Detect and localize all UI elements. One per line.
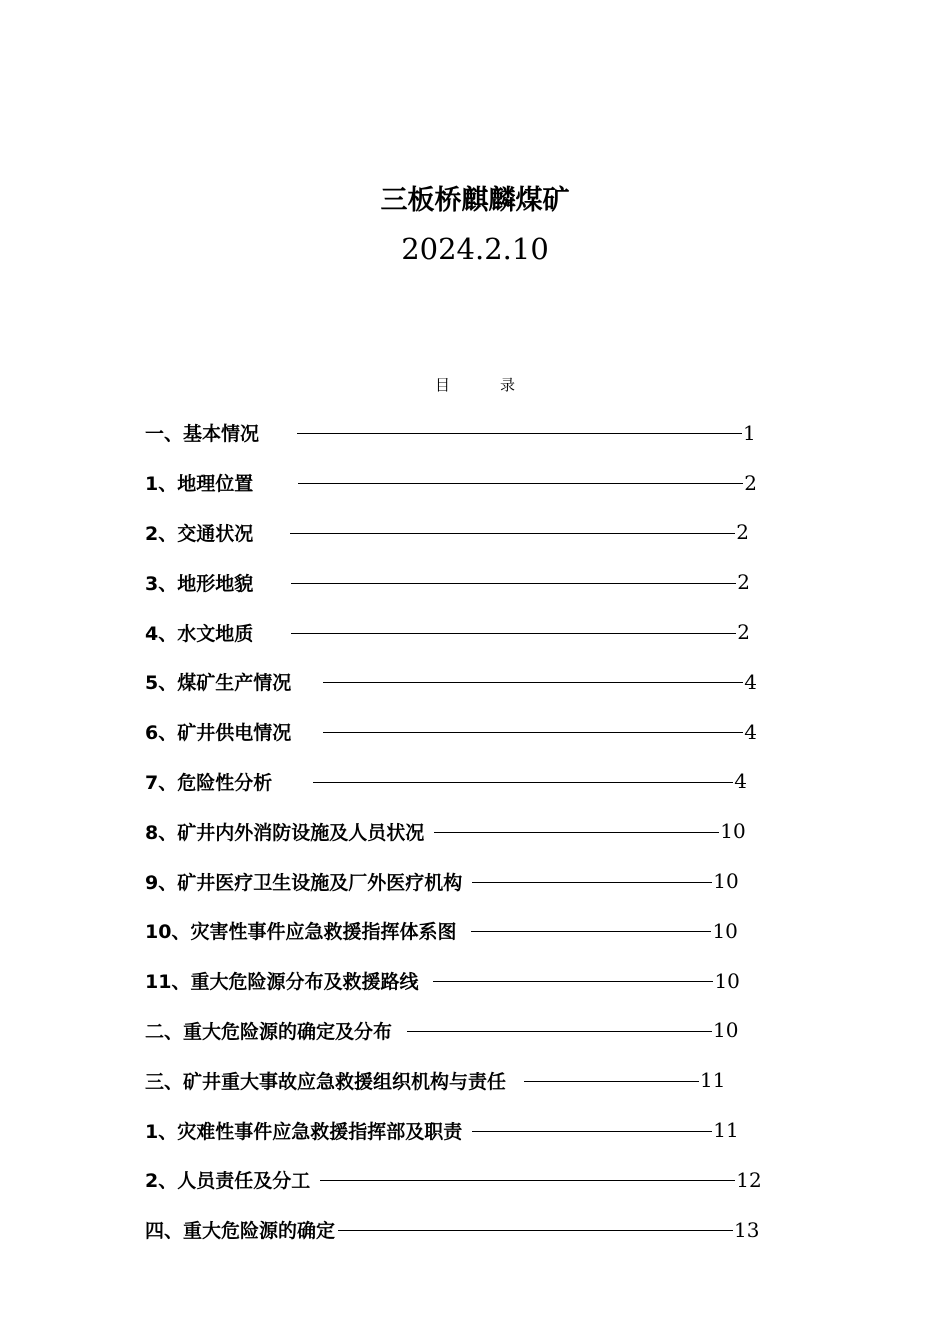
toc-entry-label: 7、危险性分析 bbox=[145, 771, 273, 794]
toc-entry-label: 四、重大危险源的确定 bbox=[145, 1220, 336, 1243]
toc-entry-page: 1 bbox=[743, 420, 756, 445]
toc-entry[interactable] bbox=[145, 806, 805, 856]
toc-entry[interactable] bbox=[145, 1155, 805, 1205]
toc-heading-left: 目 bbox=[434, 376, 450, 394]
toc-entry-label: 1、灾难性事件应急救援指挥部及职责 bbox=[145, 1120, 463, 1143]
toc-entry[interactable] bbox=[145, 508, 805, 558]
toc-leader bbox=[291, 583, 736, 584]
toc-heading-right: 录 bbox=[500, 376, 516, 394]
toc-entry-page: 10 bbox=[720, 819, 746, 844]
toc-leader bbox=[291, 633, 736, 634]
toc-leader bbox=[472, 882, 712, 883]
toc-entry[interactable] bbox=[145, 956, 805, 1006]
table-of-contents bbox=[145, 408, 805, 1255]
toc-entry-page: 11 bbox=[700, 1068, 726, 1093]
toc-entry-label: 2、交通状况 bbox=[145, 522, 254, 545]
toc-entry-page: 10 bbox=[713, 1018, 739, 1043]
toc-entry-page: 2 bbox=[736, 520, 749, 545]
toc-entry[interactable] bbox=[145, 707, 805, 757]
toc-entry-page: 2 bbox=[744, 470, 757, 495]
toc-heading bbox=[0, 374, 950, 396]
toc-leader bbox=[320, 1180, 735, 1181]
toc-leader bbox=[297, 433, 742, 434]
toc-entry-page: 2 bbox=[737, 570, 750, 595]
toc-leader bbox=[471, 931, 711, 932]
toc-entry[interactable] bbox=[145, 906, 805, 956]
toc-leader bbox=[434, 832, 719, 833]
toc-entry-label: 3、地形地貌 bbox=[145, 572, 254, 595]
toc-entry-label: 三、矿井重大事故应急救援组织机构与责任 bbox=[145, 1070, 507, 1093]
toc-leader bbox=[338, 1230, 733, 1231]
toc-entry-page: 10 bbox=[713, 869, 739, 894]
toc-entry[interactable] bbox=[145, 856, 805, 906]
toc-entry-page: 13 bbox=[734, 1217, 760, 1242]
toc-entry-label: 4、水文地质 bbox=[145, 622, 254, 645]
toc-entry[interactable] bbox=[145, 1055, 805, 1105]
toc-entry[interactable] bbox=[145, 1205, 805, 1255]
toc-entry-label: 9、矿井医疗卫生设施及厂外医疗机构 bbox=[145, 871, 463, 894]
toc-leader bbox=[472, 1131, 712, 1132]
toc-entry[interactable] bbox=[145, 607, 805, 657]
document-date: 2024.2.10 bbox=[401, 232, 549, 266]
toc-entry-page: 4 bbox=[734, 769, 747, 794]
toc-entry-page: 12 bbox=[736, 1167, 762, 1192]
toc-entry[interactable] bbox=[145, 1105, 805, 1155]
toc-entry-page: 4 bbox=[744, 719, 757, 744]
toc-leader bbox=[323, 682, 743, 683]
toc-leader bbox=[323, 732, 743, 733]
toc-entry-page: 10 bbox=[714, 968, 740, 993]
toc-leader bbox=[313, 782, 733, 783]
document-title: 三板桥麒麟煤矿 bbox=[380, 185, 570, 216]
toc-entry[interactable] bbox=[145, 657, 805, 707]
toc-entry-page: 10 bbox=[712, 918, 738, 943]
toc-entry-label: 1、地理位置 bbox=[145, 473, 254, 496]
toc-entry-label: 一、基本情况 bbox=[145, 423, 260, 446]
toc-entry-label: 2、人员责任及分工 bbox=[145, 1170, 311, 1193]
toc-leader bbox=[298, 483, 743, 484]
toc-entry[interactable] bbox=[145, 557, 805, 607]
toc-leader bbox=[433, 981, 713, 982]
toc-entry-label: 二、重大危险源的确定及分布 bbox=[145, 1020, 393, 1043]
toc-entry-label: 10、灾害性事件应急救援指挥体系图 bbox=[145, 921, 457, 944]
toc-entry-page: 11 bbox=[713, 1118, 739, 1143]
toc-entry[interactable] bbox=[145, 458, 805, 508]
toc-entry-page: 4 bbox=[744, 669, 757, 694]
toc-entry-page: 2 bbox=[737, 620, 750, 645]
toc-entry[interactable] bbox=[145, 757, 805, 807]
toc-entry-label: 11、重大危险源分布及救援路线 bbox=[145, 971, 419, 994]
toc-entry[interactable] bbox=[145, 408, 805, 458]
toc-entry-label: 5、煤矿生产情况 bbox=[145, 672, 292, 695]
toc-leader bbox=[407, 1031, 712, 1032]
toc-leader bbox=[524, 1081, 699, 1082]
toc-entry[interactable] bbox=[145, 1006, 805, 1056]
toc-entry-label: 8、矿井内外消防设施及人员状况 bbox=[145, 821, 425, 844]
toc-leader bbox=[290, 533, 735, 534]
toc-entry-label: 6、矿井供电情况 bbox=[145, 722, 292, 745]
